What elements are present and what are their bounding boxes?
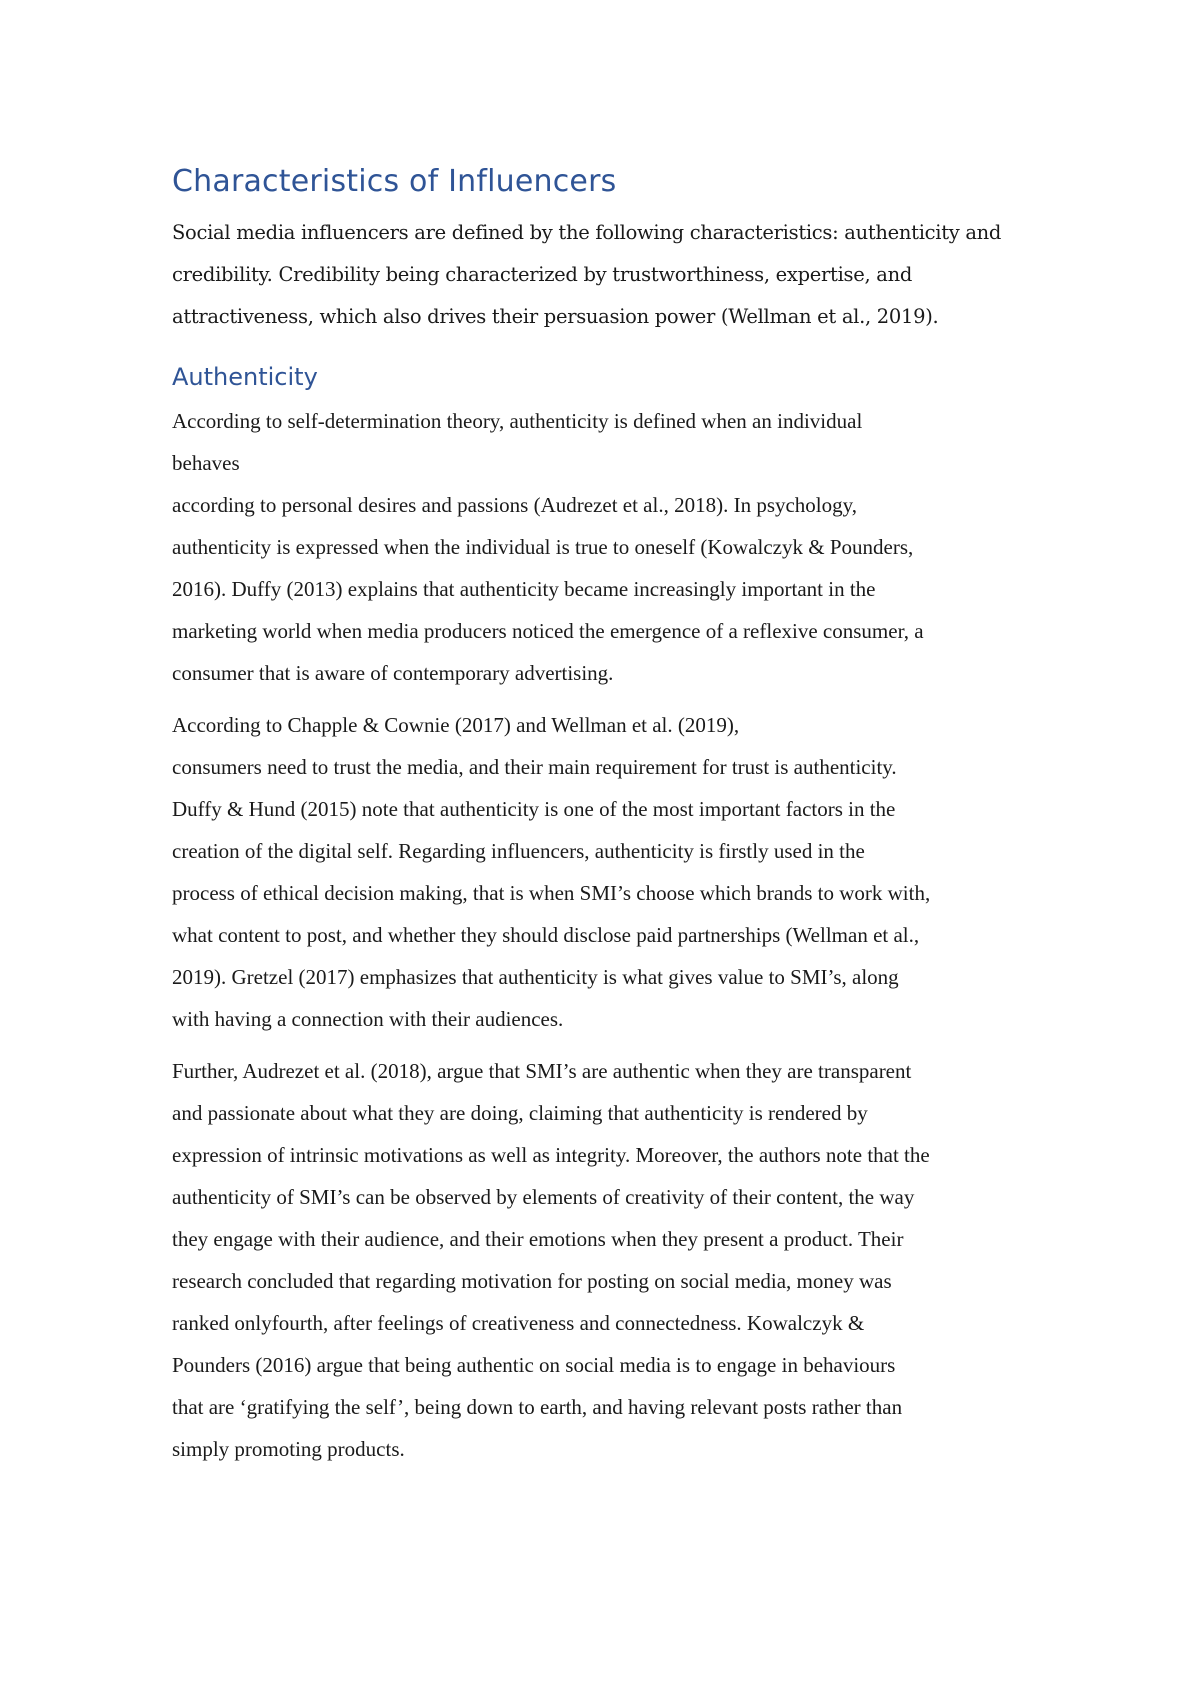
- text-line: according to personal desires and passions (Audrezet et al., 2018). In psychology,: [172, 493, 858, 517]
- text-line: authenticity is expressed when the individual is true to oneself (Kowalczyk & Pounders,: [172, 535, 914, 559]
- paragraph-1b: [172, 484, 1052, 694]
- section-heading-authenticity: Authenticity: [172, 363, 318, 391]
- text-line: with having a connection with their audiences.: [172, 1007, 564, 1031]
- paragraph-3: [172, 1050, 1052, 1470]
- text-line: marketing world when media producers noticed the emergence of a reflexive consumer, a: [172, 619, 924, 643]
- text-line: creation of the digital self. Regarding influencers, authenticity is firstly used in the: [172, 839, 865, 863]
- text-line: what content to post, and whether they should disclose paid partnerships (Wellman et al.,: [172, 923, 920, 947]
- text-line: 2016). Duffy (2013) explains that authenticity became increasingly important in the: [172, 577, 876, 601]
- text-line: consumer that is aware of contemporary advertising.: [172, 661, 614, 685]
- document-body: [172, 162, 1052, 1470]
- text-line: According to self-determination theory, authenticity is defined when an individual: [172, 409, 863, 433]
- text-line: Social media influencers are defined by the following characteristics: authenticity and: [172, 221, 1002, 244]
- text-line: attractiveness, which also drives their persuasion power (Wellman et al., 2019).: [172, 305, 939, 328]
- text-line: Pounders (2016) argue that being authentic on social media is to engage in behaviours: [172, 1353, 896, 1377]
- text-line: behaves: [172, 451, 240, 475]
- paragraph-1a: [172, 400, 1052, 484]
- paragraph-2b: [172, 746, 1052, 1040]
- text-line: process of ethical decision making, that is when SMI’s choose which brands to work with,: [172, 881, 931, 905]
- text-line: credibility. Credibility being characterized by trustworthiness, expertise, and: [172, 263, 913, 286]
- text-line: they engage with their audience, and their emotions when they present a product. Their: [172, 1227, 904, 1251]
- text-line: research concluded that regarding motivation for posting on social media, money was: [172, 1269, 892, 1293]
- text-line: simply promoting products.: [172, 1437, 405, 1461]
- text-line: Duffy & Hund (2015) note that authenticity is one of the most important factors in the: [172, 797, 896, 821]
- paragraph-2a: [172, 704, 1052, 746]
- text-line: and passionate about what they are doing, claiming that authenticity is rendered by: [172, 1101, 868, 1125]
- text-line: consumers need to trust the media, and their main requirement for trust is authenticity.: [172, 755, 897, 779]
- page-title: Characteristics of Influencers: [172, 164, 617, 199]
- text-line: According to Chapple & Cownie (2017) and Wellman et al. (2019),: [172, 713, 740, 737]
- text-line: expression of intrinsic motivations as well as integrity. Moreover, the authors note that the: [172, 1143, 930, 1167]
- text-line: ranked onlyfourth, after feelings of creativeness and connectedness. Kowalczyk &: [172, 1311, 865, 1335]
- text-line: that are ‘gratifying the self’, being down to earth, and having relevant posts rather than: [172, 1395, 903, 1419]
- text-line: 2019). Gretzel (2017) emphasizes that authenticity is what gives value to SMI’s, along: [172, 965, 899, 989]
- text-line: Further, Audrezet et al. (2018), argue that SMI’s are authentic when they are transparent: [172, 1059, 912, 1083]
- text-line: authenticity of SMI’s can be observed by elements of creativity of their content, the way: [172, 1185, 915, 1209]
- intro-paragraph: [172, 212, 1052, 338]
